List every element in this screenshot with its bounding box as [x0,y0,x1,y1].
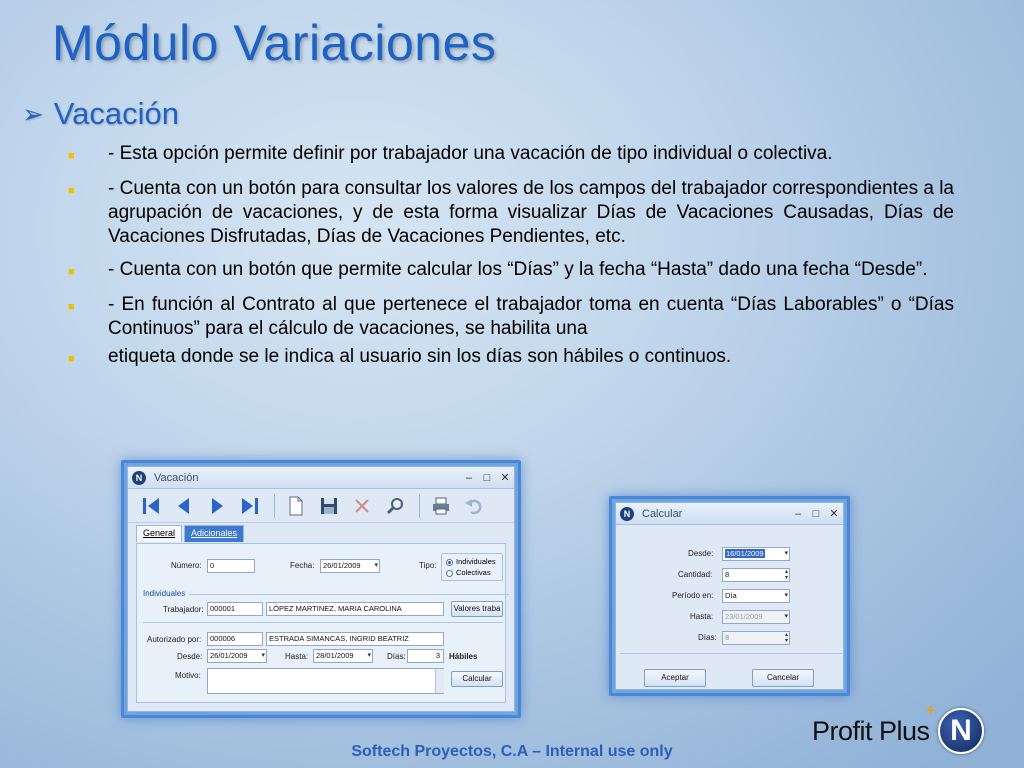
autorizado-code-field[interactable]: 000006 [207,632,263,646]
chevron-down-icon: ▾ [367,652,371,659]
section-heading [22,96,179,132]
desde-value: 16/01/2009 [726,549,764,558]
bullet-text: etiqueta donde se le indica al usuario sin los días son hábiles o continuos. [108,346,732,367]
numero-field[interactable]: 0 [207,559,255,573]
desde-picker[interactable] [722,547,790,561]
valores-trabajador-button[interactable]: Valores traba [451,601,503,617]
cantidad-label: Cantidad: [678,570,713,579]
bullet-text: - En función al Contrato al que pertenece el trabajador toma en cuenta “Días Laborables” o “Días Continuos” para el cálculo de vacaciones, se habilita una [108,294,954,339]
new-document-icon[interactable] [281,492,311,520]
save-disk-icon[interactable] [314,492,344,520]
hasta-picker[interactable] [313,649,373,663]
fecha-picker[interactable] [320,559,380,573]
minimize-button[interactable]: – [465,471,473,484]
dias-label: Días: [698,633,717,642]
motivo-textarea[interactable] [207,668,444,694]
bullet-list [68,142,954,380]
trabajador-label: Trabajador: [163,605,204,614]
fecha-value: 26/01/2009 [323,561,361,570]
bullet-item [68,142,954,168]
square-bullet-icon: ■ [68,185,75,197]
dialog-divider [620,653,844,654]
bullet-item [68,258,954,284]
chevron-down-icon: ▾ [261,652,265,659]
square-bullet-icon: ■ [68,301,75,313]
calcular-button[interactable]: Calcular [451,671,503,687]
bullet-text: - Cuenta con un botón que permite calcular los “Días” y la fecha “Hasta” dado una fecha “Desde”. [108,259,928,280]
trabajador-code-field[interactable]: 000001 [207,602,263,616]
section-divider [143,622,503,623]
cancelar-button[interactable]: Cancelar [752,669,814,687]
footer-text: Softech Proyectos, C.A – Internal use only [351,743,673,760]
toolbar-separator [274,494,275,518]
motivo-scrollbar[interactable] [435,669,444,693]
fecha-label: Fecha: [290,561,315,570]
motivo-label: Motivo: [175,671,201,680]
undo-icon[interactable] [459,492,489,520]
search-magnifier-icon[interactable] [380,492,410,520]
section-divider [189,594,509,595]
radio-colectivas[interactable] [446,568,491,577]
bullet-item [68,177,954,249]
tipo-label: Tipo: [419,561,437,570]
arrow-bullet-icon: ➢ [22,98,44,129]
radio-selected-icon [446,559,453,566]
previous-record-icon[interactable] [169,492,199,520]
square-bullet-icon: ■ [68,150,75,162]
logo-badge-icon: N [938,708,984,754]
desde-picker[interactable] [207,649,267,663]
radio-individuales[interactable] [446,557,496,566]
periodo-select[interactable] [722,589,790,603]
calcular-window [615,502,844,690]
dias-value: 8 [725,633,730,642]
hasta-value: 28/01/2009 [316,651,354,660]
logo-text: Profit Plus [812,716,930,746]
vacacion-window [127,466,515,712]
tipo-radio-group [441,553,503,581]
app-logo-icon: N [620,507,634,521]
profit-plus-logo [808,702,988,758]
close-button[interactable]: ✕ [829,508,839,520]
radio-unselected-icon [446,570,453,577]
spin-arrows-icon: ▴ ▾ [784,632,788,644]
print-icon[interactable] [426,492,456,520]
tab-general[interactable]: General [136,525,182,542]
tab-strip [128,525,514,542]
first-record-icon[interactable] [136,492,166,520]
toolbar-separator [419,494,420,518]
desde-label: Desde: [177,652,203,661]
minimize-button[interactable]: – [794,507,802,520]
radio-label: Colectivas [456,568,491,577]
bullet-item [68,293,954,341]
trabajador-name-field: LÓPEZ MARTINEZ, MARIA CAROLINA [266,602,444,616]
window-title: Calcular [642,507,683,520]
general-panel [136,543,506,703]
logo-plus-icon: + [926,702,936,719]
radio-label: Individuales [456,557,496,566]
aceptar-button[interactable]: Aceptar [644,669,706,687]
square-bullet-icon: ■ [68,353,75,365]
last-record-icon[interactable] [235,492,265,520]
autorizado-label: Autorizado por: [147,635,202,644]
numero-label: Número: [171,561,202,570]
dias-field[interactable]: 3 [407,649,444,663]
maximize-button[interactable]: □ [483,471,491,484]
delete-x-icon[interactable] [347,492,377,520]
desde-value: 26/01/2009 [210,651,248,660]
bullet-item [68,345,954,371]
close-button[interactable]: ✕ [500,472,510,484]
spin-arrows-icon[interactable]: ▴ ▾ [784,569,788,581]
vacacion-titlebar[interactable] [128,467,514,489]
maximize-button[interactable]: □ [812,507,820,520]
chevron-down-icon: ▾ [784,613,788,620]
habiles-label: Hábiles [449,652,478,661]
square-bullet-icon: ■ [68,266,75,278]
cantidad-value: 8 [725,570,730,579]
section-heading-text: Vacación [53,96,180,131]
chevron-down-icon: ▾ [784,592,788,599]
hasta-value: 23/01/2009 [725,612,763,621]
record-toolbar [128,489,514,523]
bullet-text: - Esta opción permite definir por trabajador una vacación de tipo individual o colectiva. [108,143,833,164]
chevron-down-icon: ▾ [374,562,378,569]
bullet-text: - Cuenta con un botón para consultar los valores de los campos del trabajador correspondientes a la agrupación de vacaciones, y de esta forma visualizar Días de Vacaciones Causadas, Días de Vacaciones Disfrutadas, Días de Vacaciones Pendientes, etc. [108,178,955,247]
desde-label: Desde: [688,549,714,558]
window-title: Vacación [154,471,199,484]
dias-label: Días: [387,652,406,661]
vacacion-window-frame [121,460,521,718]
periodo-label: Período en: [672,591,714,600]
next-record-icon[interactable] [202,492,232,520]
app-logo-icon: N [132,471,146,485]
cantidad-stepper[interactable] [722,568,790,582]
tab-adicionales[interactable]: Adicionales [184,525,244,542]
slide-title: Módulo Variaciones [52,15,497,71]
hasta-label: Hasta: [690,612,714,621]
dias-field [722,631,790,645]
chevron-down-icon: ▾ [784,550,788,557]
calcular-titlebar[interactable] [616,503,843,525]
individuales-section-label: Individuales [143,589,186,598]
periodo-value: Día [725,591,737,600]
hasta-label: Hasta: [285,652,309,661]
hasta-picker [722,610,790,624]
autorizado-name-field: ESTRADA SIMANCAS, INGRID BEATRIZ [266,632,444,646]
calcular-window-frame [609,496,850,696]
